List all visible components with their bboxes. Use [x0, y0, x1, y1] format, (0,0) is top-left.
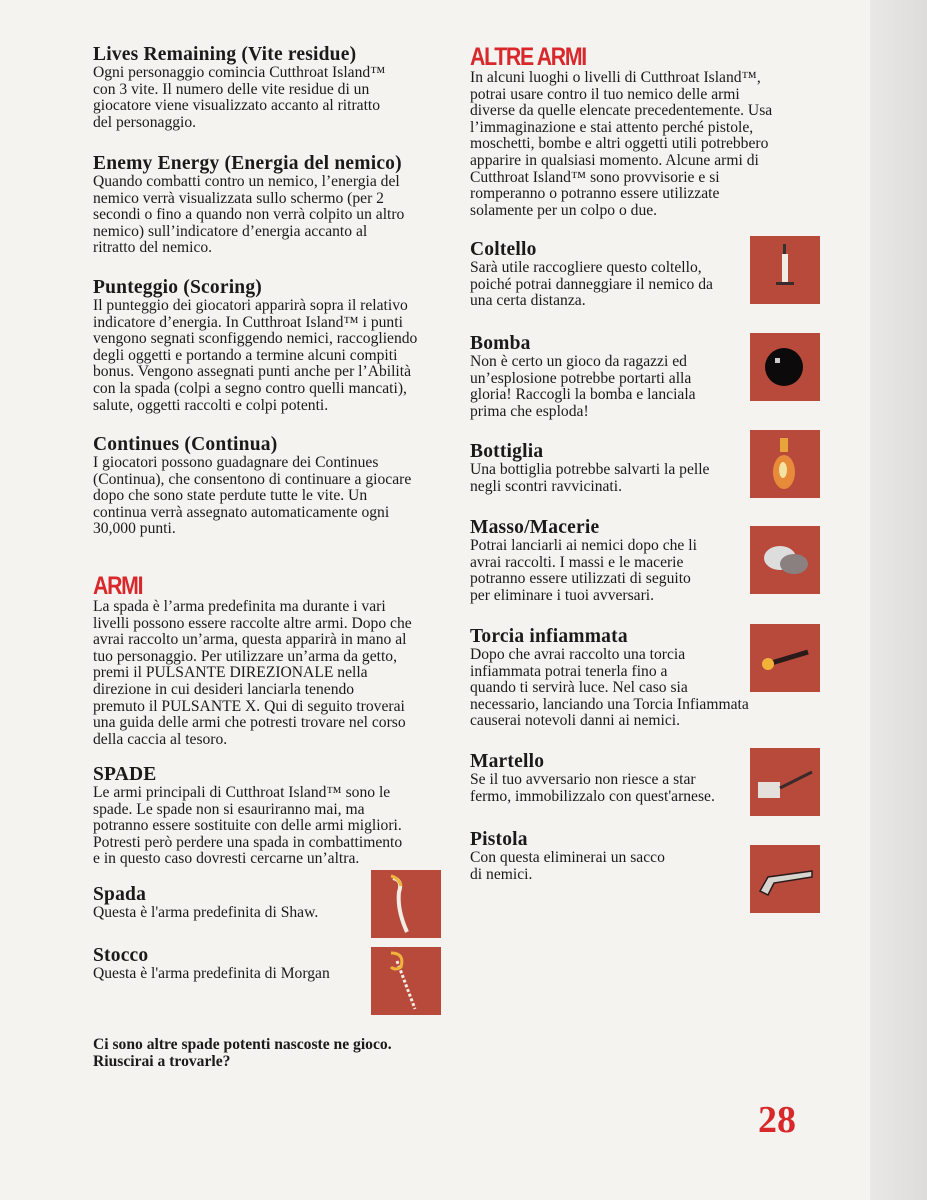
text-line: spade. Le spade non si esauriranno mai, ma	[93, 800, 365, 818]
section-spade	[93, 764, 402, 868]
text-line: Il punteggio dei giocatori apparirà sopra il relativo	[93, 297, 408, 314]
text-line: Le armi principali di Cutthroat Island™ sono le	[93, 784, 391, 801]
text-line: Questa è l'arma predefinita di Shaw.	[93, 904, 319, 921]
text-line: potrai usare contro il tuo nemico delle armi	[470, 85, 740, 103]
paragraph	[470, 354, 696, 420]
sword-image	[371, 870, 441, 938]
paragraph	[470, 260, 713, 310]
paragraph	[93, 298, 417, 414]
text-line: e in questo caso dovresti cercarne un’altra.	[93, 850, 360, 868]
text-line: direzione in cui desideri lanciarla tenendo	[93, 680, 355, 698]
paragraph	[93, 905, 318, 922]
section-pistola	[470, 829, 665, 883]
text-line: avrai raccolto un’arma, questa apparirà in mano al	[93, 631, 407, 649]
text-line: giocatore viene visualizzato accanto al ritratto	[93, 97, 381, 115]
text-line: con la spada (colpi a segno contro quelli mancati),	[93, 379, 407, 397]
text-line: Con questa eliminerai un sacco	[470, 849, 665, 866]
paragraph	[93, 455, 411, 538]
text-line: premuto il PULSANTE X. Qui di seguito troverai	[93, 697, 405, 715]
bottle-image	[750, 430, 820, 498]
text-line: Ogni personaggio comincia Cutthroat Island™	[93, 64, 386, 81]
text-line: fermo, immobilizzalo con quest'arnese.	[470, 787, 715, 805]
heading: Coltello	[470, 239, 537, 260]
heading: ALTRE ARMI	[470, 43, 586, 71]
text-line: indicatore d’energia. In Cutthroat Island™ i punti	[93, 313, 403, 331]
heading: Enemy Energy (Energia del nemico)	[93, 153, 402, 174]
paragraph	[470, 850, 665, 883]
heading: Torcia infiammata	[470, 626, 628, 647]
section-bomba	[470, 333, 696, 420]
text-line: una guida delle armi che potresti trovare nel corso	[93, 714, 406, 732]
text-line: Cutthroat Island™ sono provvisorie e si	[470, 168, 720, 186]
paragraph	[470, 70, 772, 219]
text-line: Riuscirai a trovarle?	[93, 1052, 231, 1070]
paragraph	[93, 966, 330, 983]
heading: Spada	[93, 884, 147, 905]
text-line: livelli possono essere raccolte altre armi. Dopo che	[93, 614, 412, 632]
rapier-image	[371, 947, 441, 1015]
text-line: 30,000 punti.	[93, 520, 176, 538]
text-line: di nemici.	[470, 865, 533, 883]
section-armi	[93, 573, 412, 748]
section-enemy-energy	[93, 153, 404, 257]
text-line: diverse da quelle elencate precedentemente. Usa	[470, 102, 773, 120]
paragraph	[93, 599, 412, 748]
text-line: Quando combatti contro un nemico, l’energia del	[93, 173, 400, 190]
text-line: della caccia al tesoro.	[93, 730, 228, 748]
text-line: salute, oggetti raccolti e colpi potenti.	[93, 396, 329, 414]
text-line: Non è certo un gioco da ragazzi ed	[470, 353, 687, 370]
heading: Punteggio (Scoring)	[93, 277, 262, 298]
text-line: Sarà utile raccogliere questo coltello,	[470, 259, 702, 276]
text-line: Dopo che avrai raccolto una torcia	[470, 646, 686, 663]
text-line: poiché potrai danneggiare il nemico da	[470, 275, 713, 293]
heading: Stocco	[93, 945, 149, 966]
paragraph	[470, 772, 715, 805]
text-line: del personaggio.	[93, 113, 197, 131]
text-line: Se il tuo avversario non riesce a star	[470, 771, 696, 788]
text-line: potranno essere utilizzati di seguito	[470, 570, 691, 588]
page-number: 28	[758, 1099, 796, 1141]
text-line: una certa distanza.	[470, 292, 586, 310]
paragraph	[93, 174, 404, 257]
heading: Continues (Continua)	[93, 434, 278, 455]
text-line: solamente per un colpo o due.	[470, 201, 658, 219]
text-line: negli scontri ravvicinati.	[470, 477, 622, 495]
text-line: tuo personaggio. Per utilizzare un’arma da getto,	[93, 647, 397, 665]
text-line: infiammata potrai tenerla fino a	[470, 662, 668, 680]
text-line: necessario, lanciando una Torcia Infiammata	[470, 695, 749, 713]
text-line: secondi o fino a quando non verrà colpito un altro	[93, 206, 405, 224]
text-line: causerai notevoli danni ai nemici.	[470, 712, 681, 730]
rubble-image	[750, 526, 820, 594]
heading: Martello	[470, 751, 545, 772]
text-line: In alcuni luoghi o livelli di Cutthroat Island™,	[470, 69, 761, 86]
text-line: gloria! Raccogli la bomba e lanciala	[470, 386, 696, 404]
text-line: potranno essere sostituite con delle armi migliori.	[93, 817, 402, 835]
text-line: quando ti servirà luce. Nel caso sia	[470, 679, 688, 697]
text-line: prima che esploda!	[470, 402, 589, 420]
text-line: romperanno o potranno essere utilizzate	[470, 185, 720, 203]
heading: Pistola	[470, 829, 528, 850]
paragraph	[470, 647, 749, 730]
section-martello	[470, 751, 715, 805]
text-line: Potresti però perdere una spada in combattimento	[93, 833, 403, 851]
text-line: dopo che sono state perdute tutte le vite. Un	[93, 487, 368, 505]
text-line: con 3 vite. Il numero delle vite residue di un	[93, 80, 370, 98]
text-line: bonus. Vengono assegnati punti anche per l’Abilità	[93, 363, 412, 381]
heading: ARMI	[93, 572, 143, 600]
text-line: nemico) sull’indicatore d’energia accanto al	[93, 222, 368, 240]
heading: Masso/Macerie	[470, 517, 600, 538]
page-edge	[870, 0, 927, 1200]
heading: Bottiglia	[470, 441, 544, 462]
section-coltello	[470, 239, 713, 310]
bomb-image	[750, 333, 820, 401]
text-line: (Continua), che consentono di continuare a giocare	[93, 470, 412, 488]
paragraph	[93, 1037, 392, 1070]
paragraph	[470, 538, 697, 604]
torch-image	[750, 624, 820, 692]
closing-note	[93, 1037, 392, 1070]
text-line: vengono segnati sconfiggendo nemici, raccogliendo	[93, 330, 418, 348]
pistol-image	[750, 845, 820, 913]
text-line: Una bottiglia potrebbe salvarti la pelle	[470, 461, 710, 478]
text-line: avrai raccolti. I massi e le macerie	[470, 553, 684, 571]
paragraph	[93, 65, 385, 131]
knife-image	[750, 236, 820, 304]
text-line: apparire in qualsiasi momento. Alcune armi di	[470, 151, 759, 169]
heading: Bomba	[470, 333, 531, 354]
text-line: Ci sono altre spade potenti nascoste ne gioco.	[93, 1036, 392, 1053]
section-lives	[93, 44, 385, 131]
text-line: un’esplosione potrebbe portarti alla	[470, 369, 692, 387]
text-line: moschetti, bombe e altri oggetti utili potrebbero	[470, 135, 769, 153]
section-scoring	[93, 277, 417, 414]
section-spada	[93, 884, 318, 922]
heading: SPADE	[93, 764, 157, 785]
section-altre-armi	[470, 44, 772, 219]
section-torcia	[470, 626, 749, 730]
text-line: l’immaginazione e stai attento perché pistole,	[470, 118, 754, 136]
text-line: ritratto del nemico.	[93, 239, 213, 257]
hammer-image	[750, 748, 820, 816]
heading: Lives Remaining (Vite residue)	[93, 44, 357, 65]
text-line: Questa è l'arma predefinita di Morgan	[93, 965, 330, 982]
text-line: continua verrà assegnato automaticamente ogni	[93, 503, 390, 521]
section-continues	[93, 434, 411, 538]
text-line: nemico verrà visualizzata sullo schermo (per 2	[93, 189, 384, 207]
section-masso	[470, 517, 697, 604]
text-line: I giocatori possono guadagnare dei Continues	[93, 454, 379, 471]
text-line: La spada è l’arma predefinita ma durante i vari	[93, 598, 386, 615]
section-stocco	[93, 945, 330, 983]
text-line: Potrai lanciarli ai nemici dopo che li	[470, 537, 697, 554]
text-line: degli oggetti e portando a termine alcuni compiti	[93, 346, 398, 364]
paragraph	[93, 785, 402, 868]
section-bottiglia	[470, 441, 709, 495]
text-line: premi il PULSANTE DIREZIONALE nella	[93, 664, 368, 682]
paragraph	[470, 462, 709, 495]
text-line: per eliminare i tuoi avversari.	[470, 586, 655, 604]
